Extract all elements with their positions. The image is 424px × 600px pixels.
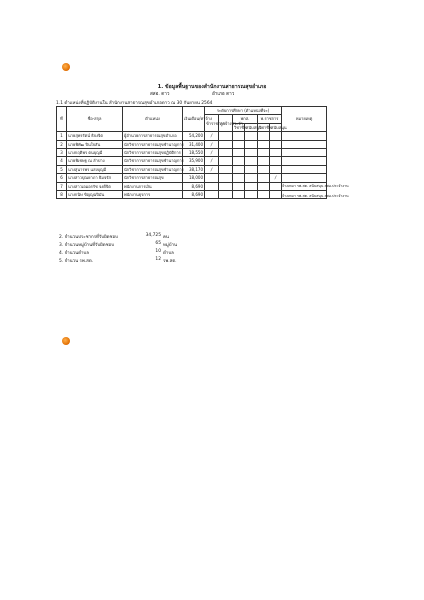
document-title: 1. ข้อมูลพื้นฐานของสำนักงานสาธารณสุขอำเภอ: [157, 84, 267, 90]
cell-remark: [282, 174, 327, 182]
cell-category: [233, 174, 245, 182]
cell-salary: 8,690: [183, 191, 205, 199]
cell-remark: [282, 157, 327, 165]
summary-value: 10: [155, 249, 161, 254]
cell-remark: [282, 165, 327, 173]
cell-remark: [282, 149, 327, 157]
cell-no: 5: [57, 165, 67, 173]
cell-name: นางสาวปุณยาภา ธิมจรัส: [67, 174, 123, 182]
cell-category: [258, 149, 270, 157]
header-education-group: ระดับการศึกษา (ตำแหน่งที่จะ): [205, 107, 282, 115]
cell-name: นายพิเชษฐ ณ ลำปาง: [67, 157, 123, 165]
cell-salary: 31,400: [183, 140, 205, 148]
cell-category: [245, 182, 258, 190]
cell-category: /: [205, 165, 219, 173]
cell-category: [245, 140, 258, 148]
cell-name: นายพิพัฒ ปินใจสัน: [67, 140, 123, 148]
cell-category: [233, 165, 245, 173]
summary-label: 2. จำนวนประชากรที่รับผิดชอบ: [59, 235, 118, 240]
cell-salary: 54,200: [183, 132, 205, 140]
cell-salary: 8,690: [183, 182, 205, 190]
cell-category: [258, 174, 270, 182]
remark-note-2: จ้างเหมา รพ.สต. สนับสนุน สสอ.ประจำงาน: [282, 194, 349, 198]
summary-unit: รพ.สต.: [163, 259, 177, 264]
header-temp-professional: วิชาชีพ: [259, 124, 272, 130]
punch-hole-bottom: [62, 337, 70, 345]
remark-note-1: จ้างเหมา รพ.สต. สนับสนุน สสอ.ประจำงาน: [282, 184, 349, 188]
cell-name: นางกนิษ ขิญญฉปิมัน: [67, 191, 123, 199]
cell-name: นางสุนารพร แสงบุญมี: [67, 165, 123, 173]
cell-position: นักวิชาการสาธารณสุขปฏิบัติการ: [124, 150, 181, 156]
cell-position: นักวิชาการสาธารณสุขชำนาญการ: [124, 158, 184, 164]
cell-no: 8: [57, 191, 67, 199]
cell-category: [233, 149, 245, 157]
table-row: [57, 165, 327, 173]
header-employee: ลูกจ้างประจำ: [219, 115, 233, 132]
cell-name: นางสาวเอมอรรัช จงดีจิต: [67, 182, 123, 190]
summary-unit: หมู่บ้าน: [163, 243, 178, 248]
header-temp-group: พ.ราชการ: [258, 115, 282, 123]
header-pp-group: พกส.: [233, 115, 258, 123]
summary-label: 4. จำนวนตำบล: [59, 251, 89, 256]
table-row: [57, 174, 327, 182]
cell-category: [258, 132, 270, 140]
summary-value: 12: [155, 257, 161, 262]
cell-category: [219, 165, 233, 173]
cell-no: 3: [57, 149, 67, 157]
cell-category: [258, 140, 270, 148]
cell-position: นักวิชาการสาธารณสุขชำนาญการ: [124, 141, 184, 147]
cell-category: [219, 191, 233, 199]
header-pp-professional: วิชาชีพ: [234, 124, 247, 130]
summary-value: 65: [155, 241, 161, 246]
cell-category: /: [205, 157, 219, 165]
cell-no: 7: [57, 182, 67, 190]
cell-name: นายสุพรรัตน์ ธิจงจิต: [67, 132, 123, 140]
header-position: ตำแหน่ง: [123, 107, 183, 132]
office-name: สสอ. ดาว: [150, 92, 170, 97]
cell-category: [233, 157, 245, 165]
district-name: อำเภอ ดาว: [212, 92, 235, 97]
header-name: ชื่อ-สกุล: [67, 107, 123, 132]
cell-category: [205, 182, 219, 190]
cell-name: นางกฤติพร ตนบุญมี: [67, 149, 123, 157]
cell-no: 1: [57, 132, 67, 140]
cell-category: [233, 182, 245, 190]
cell-salary: 35,900: [183, 157, 205, 165]
cell-category: [205, 191, 219, 199]
table-row: [57, 132, 327, 140]
cell-position: นักวิชาการสาธารณสุข: [123, 174, 183, 182]
cell-salary: 18,000: [183, 174, 205, 182]
summary-value: 34,725: [145, 233, 161, 238]
table-row: [57, 149, 327, 157]
cell-category: [245, 157, 258, 165]
cell-salary: 18,550: [183, 149, 205, 157]
cell-no: 4: [57, 157, 67, 165]
cell-category: [270, 182, 282, 190]
cell-remark: [282, 140, 327, 148]
cell-category: [219, 157, 233, 165]
cell-category: /: [270, 174, 282, 182]
cell-no: 6: [57, 174, 67, 182]
cell-category: [258, 157, 270, 165]
cell-remark: [282, 132, 327, 140]
cell-category: [245, 132, 258, 140]
cell-category: [245, 191, 258, 199]
cell-category: [233, 132, 245, 140]
header-pp-support: สนับสนุน: [246, 124, 262, 130]
cell-category: /: [205, 149, 219, 157]
table-row: [57, 140, 327, 148]
cell-category: [233, 140, 245, 148]
cell-category: [245, 174, 258, 182]
cell-category: [270, 149, 282, 157]
punch-hole-top: [62, 63, 70, 71]
summary-unit: คน: [163, 235, 169, 240]
summary-unit: ตำบล: [163, 251, 174, 256]
cell-category: [270, 132, 282, 140]
cell-category: [219, 182, 233, 190]
table-row: [57, 157, 327, 165]
cell-category: [205, 174, 219, 182]
cell-category: /: [205, 132, 219, 140]
cell-category: [270, 165, 282, 173]
header-civil: ข้าราชการ: [205, 115, 219, 132]
cell-category: /: [205, 140, 219, 148]
cell-category: [270, 191, 282, 199]
cell-category: [258, 191, 270, 199]
cell-category: [219, 174, 233, 182]
cell-position: นักวิชาการสาธารณสุขชำนาญการ: [124, 166, 184, 172]
cell-category: [219, 149, 233, 157]
cell-position: พนักงานธุรการ: [123, 191, 183, 199]
cell-category: [219, 140, 233, 148]
cell-category: [233, 191, 245, 199]
cell-category: [270, 140, 282, 148]
cell-category: [219, 132, 233, 140]
table-caption: 1.1 ตำแหน่งที่ปฏิบัติงานใน สำนักงานสาธารณสุขอำเภอดาว ณ 30 กันยายน 2564: [56, 101, 213, 106]
summary-label: 3. จำนวนหมู่บ้านที่รับผิดชอบ: [59, 243, 115, 248]
cell-category: [258, 182, 270, 190]
cell-no: 2: [57, 140, 67, 148]
summary-label: 5. จำนวน รพ.สต.: [59, 259, 94, 264]
header-no: ที่: [57, 107, 67, 132]
cell-position: พนักงานการเงิน: [123, 182, 183, 190]
cell-category: [258, 165, 270, 173]
cell-position: ผู้อำนวยการสาธารณสุขอำเภอ: [123, 132, 183, 140]
header-salary: เงินเดือน/ค่าจ้าง: [183, 107, 205, 132]
cell-category: [245, 165, 258, 173]
header-temp-support: สนับสนุน: [271, 124, 287, 130]
cell-category: [245, 149, 258, 157]
header-remark: หมายเหตุ: [282, 107, 327, 132]
cell-category: [270, 157, 282, 165]
cell-salary: 38,170: [183, 165, 205, 173]
